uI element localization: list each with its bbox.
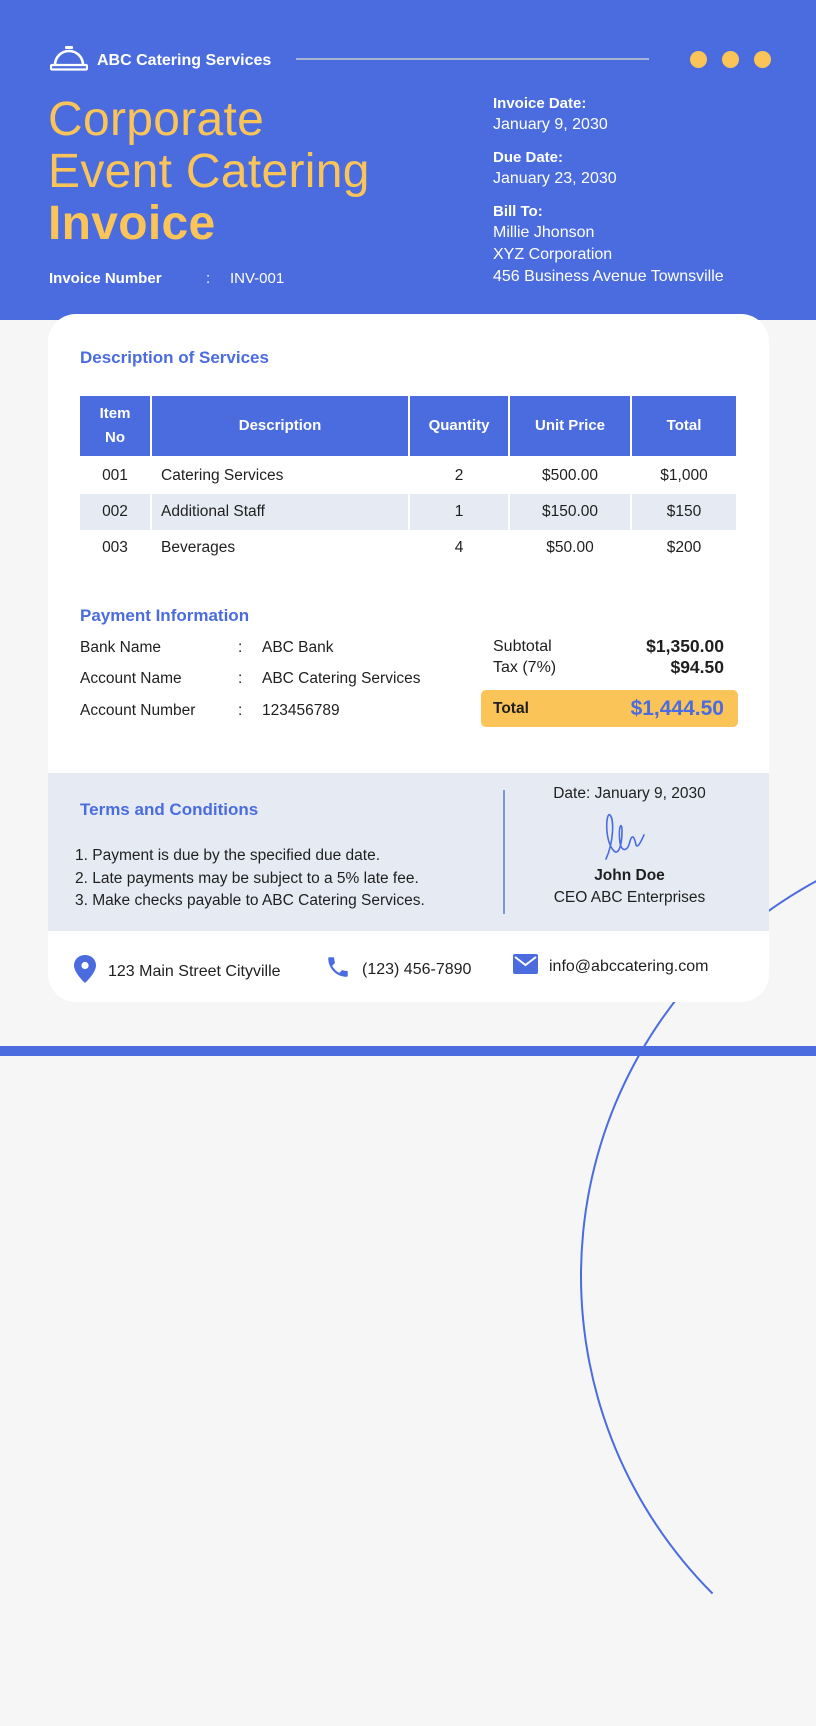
contact-address (73, 954, 281, 989)
title-line-1: Corporate (48, 93, 265, 146)
invoice-card (48, 314, 769, 1002)
account-number-value: 123456789 (262, 701, 340, 719)
table-row (80, 494, 736, 531)
contact-email (513, 954, 708, 979)
brand (50, 45, 271, 76)
payment-title: Payment Information (80, 606, 250, 625)
invoice-date-label: Invoice Date: (493, 95, 587, 112)
unit-price: $500.00 (509, 457, 631, 494)
account-name-value: ABC Catering Services (262, 670, 421, 688)
table-row (80, 530, 736, 567)
service-bell-icon (50, 45, 88, 76)
payment-row (80, 695, 421, 727)
description: Additional Staff (151, 494, 409, 531)
account-name-label: Account Name (80, 670, 182, 688)
grand-total (481, 690, 738, 727)
phone-text: (123) 456-7890 (362, 960, 472, 978)
due-date-label: Due Date: (493, 149, 564, 166)
total-value: $1,444.50 (630, 696, 724, 720)
divider (503, 790, 505, 914)
col-unit-price: Unit Price (509, 396, 631, 457)
subtotal-value: $1,350.00 (646, 636, 724, 656)
envelope-icon (513, 954, 538, 979)
email-text[interactable]: info@abccatering.com (549, 957, 709, 975)
item-no: 003 (80, 530, 151, 567)
tax-value: $94.50 (670, 657, 724, 677)
quantity: 4 (409, 530, 509, 567)
dot (754, 51, 771, 68)
due-date-value: January 23, 2030 (493, 170, 617, 187)
signature-block (518, 783, 741, 909)
description: Beverages (151, 530, 409, 567)
services-table (80, 396, 736, 567)
signature-icon (518, 811, 741, 863)
bank-name-label: Bank Name (80, 638, 161, 656)
terms-item: 2. Late payments may be subject to a 5% late fee. (75, 869, 419, 887)
signature-date: Date: January 9, 2030 (553, 785, 706, 802)
page-title (48, 94, 370, 250)
col-total: Total (631, 396, 736, 457)
quantity: 1 (409, 494, 509, 531)
dot (722, 51, 739, 68)
quantity: 2 (409, 457, 509, 494)
col-description: Description (151, 396, 409, 457)
separator: : (238, 638, 243, 656)
bill-to-name: Millie Jhonson (493, 224, 595, 241)
header-divider (296, 58, 649, 60)
invoice-number-value: INV-001 (230, 270, 285, 287)
location-pin-icon (73, 954, 97, 989)
payment-info (80, 606, 421, 727)
invoice-meta (493, 94, 724, 300)
bill-to-address: 456 Business Avenue Townsville (493, 268, 724, 285)
bill-to-label: Bill To: (493, 203, 543, 220)
terms-item: 1. Payment is due by the specified due date. (75, 847, 381, 864)
address-text: 123 Main Street Cityville (108, 962, 281, 980)
title-line-3: Invoice (48, 197, 216, 250)
summary (493, 636, 724, 678)
signer-role: CEO ABC Enterprises (553, 889, 706, 906)
terms-list (75, 845, 425, 913)
contact-phone (325, 954, 471, 985)
separator: : (238, 670, 243, 688)
item-no: 001 (80, 457, 151, 494)
bill-to-company: XYZ Corporation (493, 246, 613, 263)
terms-item: 3. Make checks payable to ABC Catering Services. (75, 892, 425, 909)
separator: : (206, 270, 211, 287)
payment-row (80, 664, 421, 696)
tax-label: Tax (7%) (493, 659, 557, 676)
col-item-no: Item No (80, 396, 151, 457)
line-total: $150 (631, 494, 736, 531)
signer-name: John Doe (594, 867, 665, 884)
contact-bar (48, 931, 769, 1002)
item-no: 002 (80, 494, 151, 531)
subtotal-label: Subtotal (493, 638, 552, 655)
total-label: Total (493, 699, 529, 717)
description: Catering Services (151, 457, 409, 494)
terms-section (48, 773, 769, 931)
invoice-number (49, 270, 284, 287)
brand-name: ABC Catering Services (97, 51, 272, 69)
separator: : (238, 701, 243, 719)
unit-price: $50.00 (509, 530, 631, 567)
bank-name-value: ABC Bank (262, 638, 334, 656)
payment-row (80, 632, 421, 664)
title-line-2: Event Catering (48, 145, 370, 198)
unit-price: $150.00 (509, 494, 631, 531)
phone-icon (325, 954, 351, 985)
account-number-label: Account Number (80, 701, 196, 719)
decorative-dots (690, 51, 771, 68)
table-row (80, 457, 736, 494)
invoice-date-value: January 9, 2030 (493, 116, 608, 133)
invoice-number-label: Invoice Number (49, 270, 162, 287)
bottom-bar (0, 1046, 816, 1056)
line-total: $1,000 (631, 457, 736, 494)
line-total: $200 (631, 530, 736, 567)
terms-title: Terms and Conditions (80, 800, 259, 819)
services-title: Description of Services (80, 348, 269, 367)
dot (690, 51, 707, 68)
col-quantity: Quantity (409, 396, 509, 457)
